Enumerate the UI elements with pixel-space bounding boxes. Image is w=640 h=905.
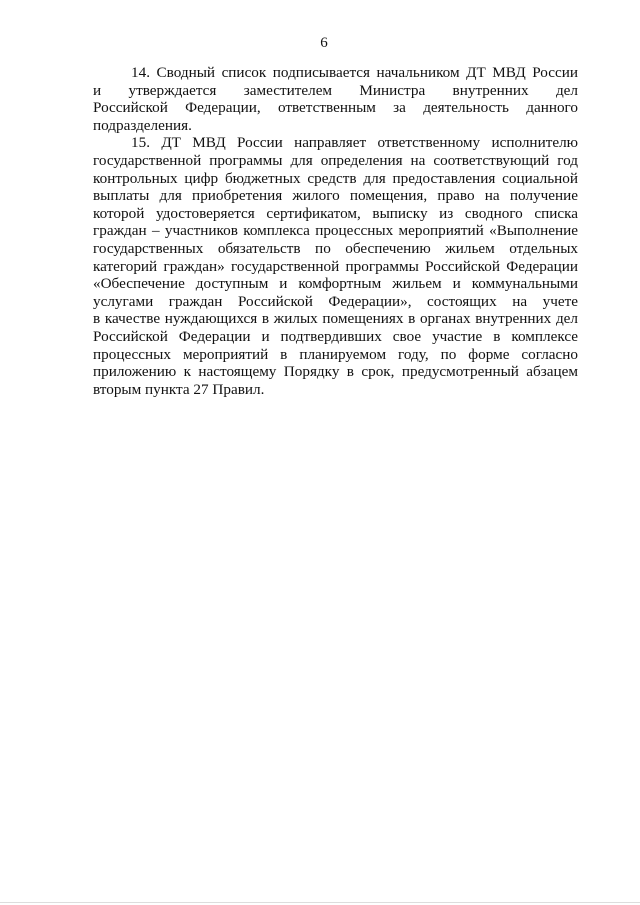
text-line: 15. ДТ МВД России направляет ответственному исполнителю [131, 134, 578, 152]
text-line: государственной программы для определения на соответствующий год [93, 151, 578, 169]
page-number: 6 [320, 35, 328, 51]
paragraph-15 [93, 134, 578, 398]
text-line: вторым пункта 27 Правил. [93, 380, 265, 398]
text-line: услугами граждан Российской Федерации», состоящих на учете [93, 292, 578, 310]
text-line: Российской Федерации и подтвердивших свое участие в комплексе [93, 327, 578, 345]
text-line: приложению к настоящему Порядку в срок, предусмотренный абзацем [93, 363, 578, 381]
text-line: процессных мероприятий в планируемом году, по форме согласно [93, 345, 578, 363]
text-line: и утверждается заместителем Министра внутренних дел [93, 81, 578, 99]
text-line: подразделения. [93, 116, 192, 134]
scan-edge [0, 902, 640, 903]
document-body [93, 64, 578, 398]
text-line: граждан – участников комплекса процессных мероприятий «Выполнение [93, 222, 578, 240]
text-line: «Обеспечение доступным и комфортным жильем и коммунальными [93, 275, 578, 293]
text-line: контрольных цифр бюджетных средств для предоставления социальной [93, 169, 578, 187]
text-line: 14. Сводный список подписывается начальником ДТ МВД России [131, 64, 578, 81]
text-line: выплаты для приобретения жилого помещения, право на получение [93, 187, 578, 205]
text-line: категорий граждан» государственной программы Российской Федерации [93, 257, 578, 275]
text-line: в качестве нуждающихся в жилых помещениях в органах внутренних дел [93, 310, 578, 328]
text-line: которой удостоверяется сертификатом, выписку из сводного списка [93, 204, 578, 222]
paragraph-14 [93, 64, 578, 134]
text-line: государственных обязательств по обеспечению жильем отдельных [93, 239, 578, 257]
text-line: Российской Федерации, ответственным за деятельность данного [93, 99, 578, 117]
